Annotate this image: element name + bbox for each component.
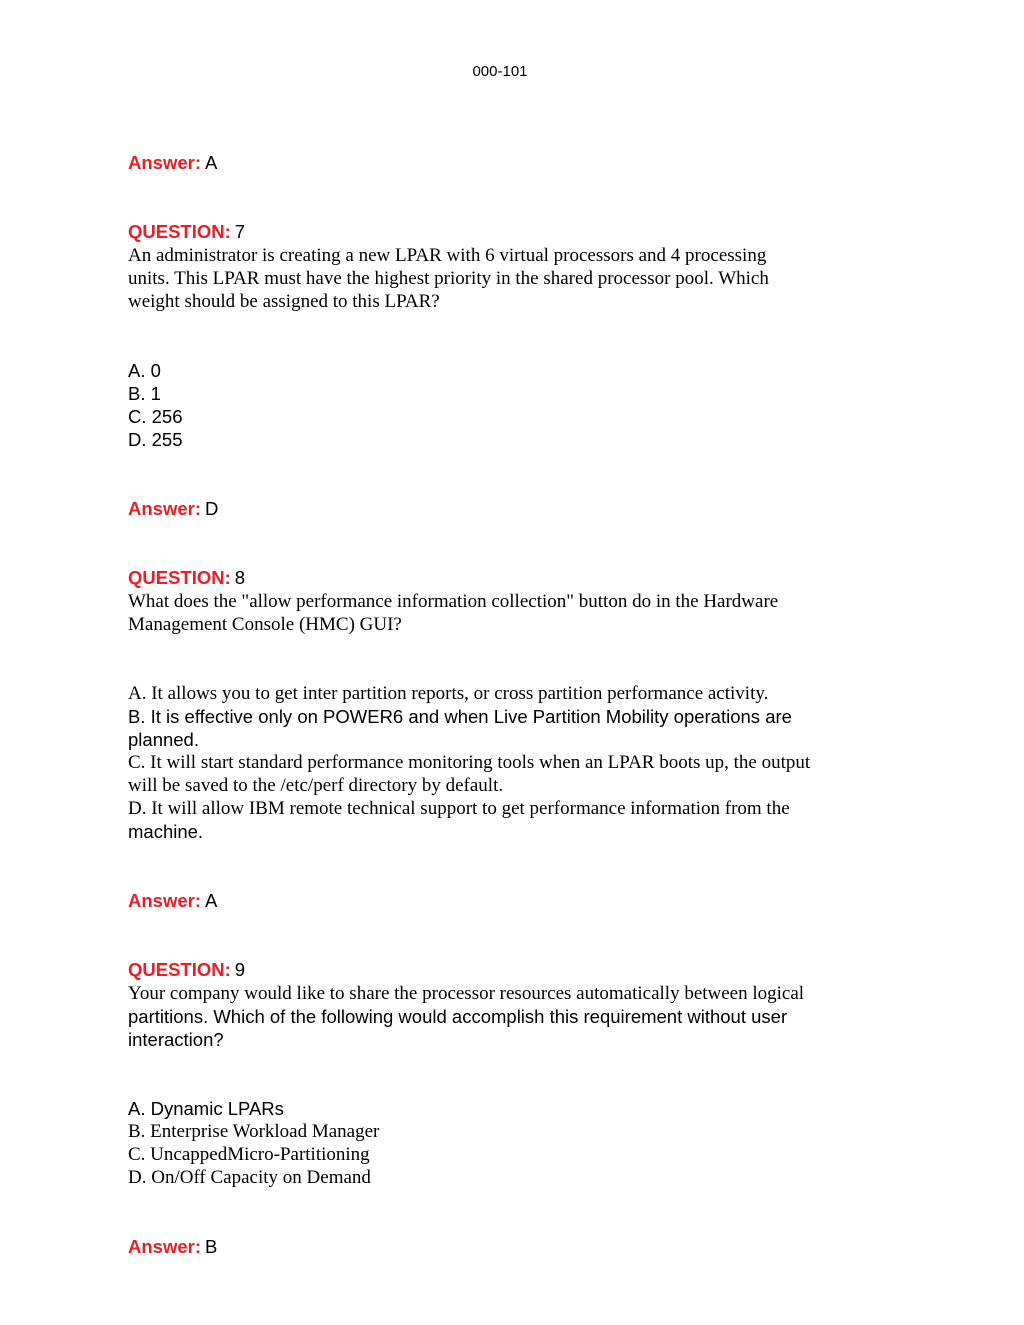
question-8-option: machine. <box>128 821 204 842</box>
question-8-option: A. It allows you to get inter partition reports, or cross partition performance activity. <box>128 683 769 704</box>
question-8-option: D. It will allow IBM remote technical support to get performance information from the <box>128 798 790 819</box>
answer-value: D <box>205 498 219 519</box>
answer-line-prev <box>128 151 217 176</box>
question-7-answer <box>128 497 218 522</box>
question-7-heading <box>128 220 245 245</box>
answer-value: A <box>205 152 218 173</box>
question-8-text-line: What does the "allow performance information collection" button do in the Hardware <box>128 591 779 612</box>
question-9-text-line: Your company would like to share the processor resources automatically between logical <box>128 983 805 1004</box>
answer-label: Answer: <box>128 152 201 173</box>
question-label: QUESTION: <box>128 959 231 980</box>
question-label: QUESTION: <box>128 567 231 588</box>
question-number: 8 <box>234 567 246 588</box>
question-9-heading <box>128 958 245 983</box>
question-7-text-line: units. This LPAR must have the highest priority in the shared processor pool. Which <box>128 268 769 289</box>
question-8-answer <box>128 889 217 914</box>
question-8-option: C. It will start standard performance monitoring tools when an LPAR boots up, the output <box>128 752 811 773</box>
question-7-text-line: An administrator is creating a new LPAR with 6 virtual processors and 4 processing <box>128 245 767 266</box>
answer-label: Answer: <box>128 890 201 911</box>
answer-label: Answer: <box>128 1236 201 1257</box>
question-number: 9 <box>234 959 246 980</box>
question-8-text-line: Management Console (HMC) GUI? <box>128 614 402 635</box>
question-7-option: D. 255 <box>128 429 183 450</box>
question-8-option: planned. <box>128 729 199 750</box>
question-9-text-line: interaction? <box>128 1029 224 1050</box>
question-8-option: will be saved to the /etc/perf directory by default. <box>128 775 504 796</box>
question-7-text-line: weight should be assigned to this LPAR? <box>128 291 440 312</box>
question-9-option: A. Dynamic LPARs <box>128 1098 284 1119</box>
question-9-answer <box>128 1235 217 1260</box>
question-label: QUESTION: <box>128 221 231 242</box>
question-7-option: C. 256 <box>128 406 183 427</box>
question-8-option: B. It is effective only on POWER6 and when Live Partition Mobility operations are <box>128 706 792 727</box>
question-9-option: B. Enterprise Workload Manager <box>128 1121 380 1142</box>
question-8-heading <box>128 566 245 591</box>
answer-label: Answer: <box>128 498 201 519</box>
page-header-code: 000-101 <box>472 63 528 80</box>
question-7-option: B. 1 <box>128 383 161 404</box>
answer-value: A <box>205 890 218 911</box>
question-9-option: C. UncappedMicro-Partitioning <box>128 1144 370 1165</box>
answer-value: B <box>205 1236 218 1257</box>
question-9-text-line: partitions. Which of the following would accomplish this requirement without user <box>128 1006 788 1027</box>
question-9-option: D. On/Off Capacity on Demand <box>128 1167 371 1188</box>
question-number: 7 <box>234 221 246 242</box>
question-7-option: A. 0 <box>128 360 161 381</box>
